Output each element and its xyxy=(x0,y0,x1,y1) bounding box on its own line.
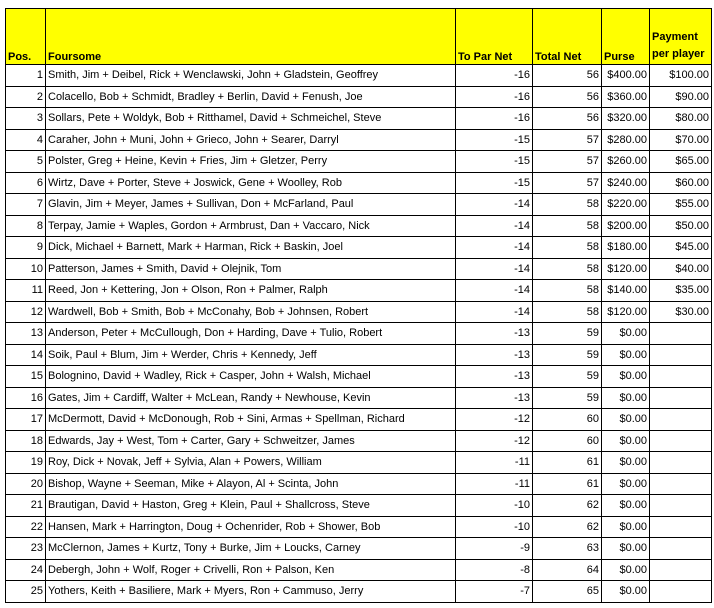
cell-purse: $0.00 xyxy=(602,409,650,431)
cell-total-net: 58 xyxy=(533,301,602,323)
cell-pos: 24 xyxy=(6,559,46,581)
cell-total-net: 59 xyxy=(533,366,602,388)
cell-total-net: 57 xyxy=(533,151,602,173)
cell-total-net: 59 xyxy=(533,344,602,366)
cell-payment-per-player xyxy=(650,495,712,517)
cell-to-par-net: -13 xyxy=(456,366,533,388)
cell-foursome: Colacello, Bob + Schmidt, Bradley + Berlin, David + Fenush, Joe xyxy=(46,86,456,108)
cell-purse: $0.00 xyxy=(602,473,650,495)
cell-pos: 20 xyxy=(6,473,46,495)
table-row xyxy=(6,237,712,259)
cell-foursome: Smith, Jim + Deibel, Rick + Wenclawski, John + Gladstein, Geoffrey xyxy=(46,65,456,87)
cell-total-net: 56 xyxy=(533,108,602,130)
cell-to-par-net: -8 xyxy=(456,559,533,581)
table-row xyxy=(6,366,712,388)
cell-purse: $0.00 xyxy=(602,344,650,366)
cell-payment-per-player: $45.00 xyxy=(650,237,712,259)
cell-foursome: Reed, Jon + Kettering, Jon + Olson, Ron + Palmer, Ralph xyxy=(46,280,456,302)
cell-payment-per-player xyxy=(650,473,712,495)
cell-foursome: Glavin, Jim + Meyer, James + Sullivan, Don + McFarland, Paul xyxy=(46,194,456,216)
table-row xyxy=(6,516,712,538)
cell-total-net: 58 xyxy=(533,215,602,237)
cell-payment-per-player: $70.00 xyxy=(650,129,712,151)
cell-foursome: Patterson, James + Smith, David + Olejnik, Tom xyxy=(46,258,456,280)
cell-total-net: 63 xyxy=(533,538,602,560)
cell-total-net: 65 xyxy=(533,581,602,603)
cell-foursome: Wardwell, Bob + Smith, Bob + McConahy, Bob + Johnsen, Robert xyxy=(46,301,456,323)
cell-payment-per-player xyxy=(650,409,712,431)
cell-payment-per-player xyxy=(650,581,712,603)
cell-purse: $0.00 xyxy=(602,581,650,603)
cell-to-par-net: -7 xyxy=(456,581,533,603)
cell-payment-per-player: $35.00 xyxy=(650,280,712,302)
cell-pos: 7 xyxy=(6,194,46,216)
header-payment-per-player: Payment per player xyxy=(650,9,712,65)
cell-payment-per-player xyxy=(650,516,712,538)
cell-purse: $260.00 xyxy=(602,151,650,173)
cell-to-par-net: -12 xyxy=(456,409,533,431)
cell-foursome: Caraher, John + Muni, John + Grieco, John + Searer, Darryl xyxy=(46,129,456,151)
cell-pos: 13 xyxy=(6,323,46,345)
table-row xyxy=(6,86,712,108)
cell-purse: $0.00 xyxy=(602,538,650,560)
cell-foursome: Debergh, John + Wolf, Roger + Crivelli, Ron + Palson, Ken xyxy=(46,559,456,581)
cell-to-par-net: -14 xyxy=(456,215,533,237)
cell-pos: 11 xyxy=(6,280,46,302)
cell-foursome: Roy, Dick + Novak, Jeff + Sylvia, Alan + Powers, William xyxy=(46,452,456,474)
cell-total-net: 59 xyxy=(533,387,602,409)
table-row xyxy=(6,409,712,431)
cell-to-par-net: -14 xyxy=(456,301,533,323)
cell-to-par-net: -16 xyxy=(456,86,533,108)
cell-payment-per-player: $40.00 xyxy=(650,258,712,280)
cell-to-par-net: -10 xyxy=(456,495,533,517)
cell-payment-per-player xyxy=(650,559,712,581)
cell-total-net: 57 xyxy=(533,172,602,194)
cell-foursome: Gates, Jim + Cardiff, Walter + McLean, Randy + Newhouse, Kevin xyxy=(46,387,456,409)
cell-pos: 18 xyxy=(6,430,46,452)
cell-payment-per-player: $80.00 xyxy=(650,108,712,130)
cell-to-par-net: -14 xyxy=(456,280,533,302)
cell-pos: 22 xyxy=(6,516,46,538)
table-row xyxy=(6,538,712,560)
cell-foursome: Edwards, Jay + West, Tom + Carter, Gary + Schweitzer, James xyxy=(46,430,456,452)
cell-total-net: 56 xyxy=(533,86,602,108)
cell-total-net: 58 xyxy=(533,280,602,302)
cell-foursome: Anderson, Peter + McCullough, Don + Harding, Dave + Tulio, Robert xyxy=(46,323,456,345)
cell-pos: 23 xyxy=(6,538,46,560)
cell-purse: $280.00 xyxy=(602,129,650,151)
cell-to-par-net: -13 xyxy=(456,387,533,409)
cell-purse: $200.00 xyxy=(602,215,650,237)
cell-pos: 3 xyxy=(6,108,46,130)
cell-total-net: 58 xyxy=(533,194,602,216)
cell-to-par-net: -15 xyxy=(456,172,533,194)
cell-pos: 6 xyxy=(6,172,46,194)
results-table-body xyxy=(6,65,712,603)
cell-foursome: Dick, Michael + Barnett, Mark + Harman, Rick + Baskin, Joel xyxy=(46,237,456,259)
cell-to-par-net: -13 xyxy=(456,323,533,345)
cell-total-net: 62 xyxy=(533,495,602,517)
table-row xyxy=(6,581,712,603)
cell-total-net: 60 xyxy=(533,409,602,431)
cell-foursome: Wirtz, Dave + Porter, Steve + Joswick, Gene + Woolley, Rob xyxy=(46,172,456,194)
cell-to-par-net: -9 xyxy=(456,538,533,560)
cell-payment-per-player xyxy=(650,430,712,452)
results-table-header xyxy=(6,9,712,65)
header-row xyxy=(6,9,712,65)
cell-foursome: Yothers, Keith + Basiliere, Mark + Myers, Ron + Cammuso, Jerry xyxy=(46,581,456,603)
cell-payment-per-player: $50.00 xyxy=(650,215,712,237)
cell-to-par-net: -12 xyxy=(456,430,533,452)
cell-pos: 19 xyxy=(6,452,46,474)
table-row xyxy=(6,151,712,173)
cell-to-par-net: -14 xyxy=(456,237,533,259)
table-row xyxy=(6,108,712,130)
cell-purse: $220.00 xyxy=(602,194,650,216)
cell-purse: $120.00 xyxy=(602,258,650,280)
header-pos: Pos. xyxy=(6,9,46,65)
cell-pos: 1 xyxy=(6,65,46,87)
cell-foursome: McDermott, David + McDonough, Rob + Sini, Armas + Spellman, Richard xyxy=(46,409,456,431)
cell-purse: $0.00 xyxy=(602,323,650,345)
cell-purse: $0.00 xyxy=(602,387,650,409)
cell-to-par-net: -10 xyxy=(456,516,533,538)
cell-pos: 4 xyxy=(6,129,46,151)
cell-total-net: 59 xyxy=(533,323,602,345)
cell-pos: 5 xyxy=(6,151,46,173)
cell-to-par-net: -15 xyxy=(456,129,533,151)
table-row xyxy=(6,129,712,151)
cell-purse: $400.00 xyxy=(602,65,650,87)
cell-purse: $0.00 xyxy=(602,559,650,581)
cell-pos: 25 xyxy=(6,581,46,603)
cell-payment-per-player xyxy=(650,387,712,409)
cell-foursome: Soik, Paul + Blum, Jim + Werder, Chris + Kennedy, Jeff xyxy=(46,344,456,366)
cell-purse: $360.00 xyxy=(602,86,650,108)
cell-total-net: 61 xyxy=(533,452,602,474)
table-row xyxy=(6,301,712,323)
table-row xyxy=(6,387,712,409)
cell-purse: $140.00 xyxy=(602,280,650,302)
cell-pos: 12 xyxy=(6,301,46,323)
cell-to-par-net: -15 xyxy=(456,151,533,173)
cell-purse: $240.00 xyxy=(602,172,650,194)
cell-to-par-net: -13 xyxy=(456,344,533,366)
cell-pos: 15 xyxy=(6,366,46,388)
cell-total-net: 61 xyxy=(533,473,602,495)
cell-foursome: Brautigan, David + Haston, Greg + Klein, Paul + Shallcross, Steve xyxy=(46,495,456,517)
cell-total-net: 58 xyxy=(533,258,602,280)
cell-purse: $0.00 xyxy=(602,430,650,452)
table-row xyxy=(6,172,712,194)
cell-total-net: 58 xyxy=(533,237,602,259)
cell-total-net: 62 xyxy=(533,516,602,538)
table-row xyxy=(6,559,712,581)
cell-to-par-net: -11 xyxy=(456,473,533,495)
header-purse: Purse xyxy=(602,9,650,65)
cell-purse: $120.00 xyxy=(602,301,650,323)
cell-payment-per-player xyxy=(650,366,712,388)
cell-purse: $0.00 xyxy=(602,452,650,474)
cell-pos: 10 xyxy=(6,258,46,280)
cell-payment-per-player: $90.00 xyxy=(650,86,712,108)
cell-foursome: Terpay, Jamie + Waples, Gordon + Armbrust, Dan + Vaccaro, Nick xyxy=(46,215,456,237)
cell-to-par-net: -16 xyxy=(456,108,533,130)
cell-total-net: 57 xyxy=(533,129,602,151)
cell-payment-per-player xyxy=(650,452,712,474)
cell-to-par-net: -11 xyxy=(456,452,533,474)
cell-purse: $0.00 xyxy=(602,516,650,538)
cell-foursome: Bishop, Wayne + Seeman, Mike + Alayon, Al + Scinta, John xyxy=(46,473,456,495)
cell-total-net: 64 xyxy=(533,559,602,581)
cell-pos: 17 xyxy=(6,409,46,431)
table-row xyxy=(6,258,712,280)
table-row xyxy=(6,473,712,495)
cell-payment-per-player: $60.00 xyxy=(650,172,712,194)
header-to-par-net: To Par Net xyxy=(456,9,533,65)
cell-purse: $0.00 xyxy=(602,495,650,517)
cell-pos: 16 xyxy=(6,387,46,409)
table-row xyxy=(6,280,712,302)
cell-foursome: Polster, Greg + Heine, Kevin + Fries, Jim + Gletzer, Perry xyxy=(46,151,456,173)
cell-pos: 2 xyxy=(6,86,46,108)
cell-pos: 14 xyxy=(6,344,46,366)
cell-foursome: Bolognino, David + Wadley, Rick + Casper, John + Walsh, Michael xyxy=(46,366,456,388)
cell-foursome: McClernon, James + Kurtz, Tony + Burke, Jim + Loucks, Carney xyxy=(46,538,456,560)
cell-purse: $320.00 xyxy=(602,108,650,130)
cell-payment-per-player: $55.00 xyxy=(650,194,712,216)
cell-to-par-net: -14 xyxy=(456,258,533,280)
cell-foursome: Sollars, Pete + Woldyk, Bob + Ritthamel, David + Schmeichel, Steve xyxy=(46,108,456,130)
table-row xyxy=(6,65,712,87)
table-row xyxy=(6,323,712,345)
cell-payment-per-player: $30.00 xyxy=(650,301,712,323)
results-table xyxy=(5,8,712,603)
cell-pos: 8 xyxy=(6,215,46,237)
table-row xyxy=(6,452,712,474)
cell-payment-per-player xyxy=(650,323,712,345)
header-foursome: Foursome xyxy=(46,9,456,65)
cell-total-net: 56 xyxy=(533,65,602,87)
cell-to-par-net: -16 xyxy=(456,65,533,87)
table-row xyxy=(6,194,712,216)
cell-to-par-net: -14 xyxy=(456,194,533,216)
cell-pos: 9 xyxy=(6,237,46,259)
table-row xyxy=(6,430,712,452)
cell-payment-per-player: $65.00 xyxy=(650,151,712,173)
header-total-net: Total Net xyxy=(533,9,602,65)
cell-payment-per-player xyxy=(650,538,712,560)
cell-pos: 21 xyxy=(6,495,46,517)
cell-payment-per-player xyxy=(650,344,712,366)
table-row xyxy=(6,495,712,517)
cell-purse: $180.00 xyxy=(602,237,650,259)
cell-foursome: Hansen, Mark + Harrington, Doug + Ochenrider, Rob + Shower, Bob xyxy=(46,516,456,538)
cell-total-net: 60 xyxy=(533,430,602,452)
table-row xyxy=(6,215,712,237)
table-row xyxy=(6,344,712,366)
cell-payment-per-player: $100.00 xyxy=(650,65,712,87)
cell-purse: $0.00 xyxy=(602,366,650,388)
